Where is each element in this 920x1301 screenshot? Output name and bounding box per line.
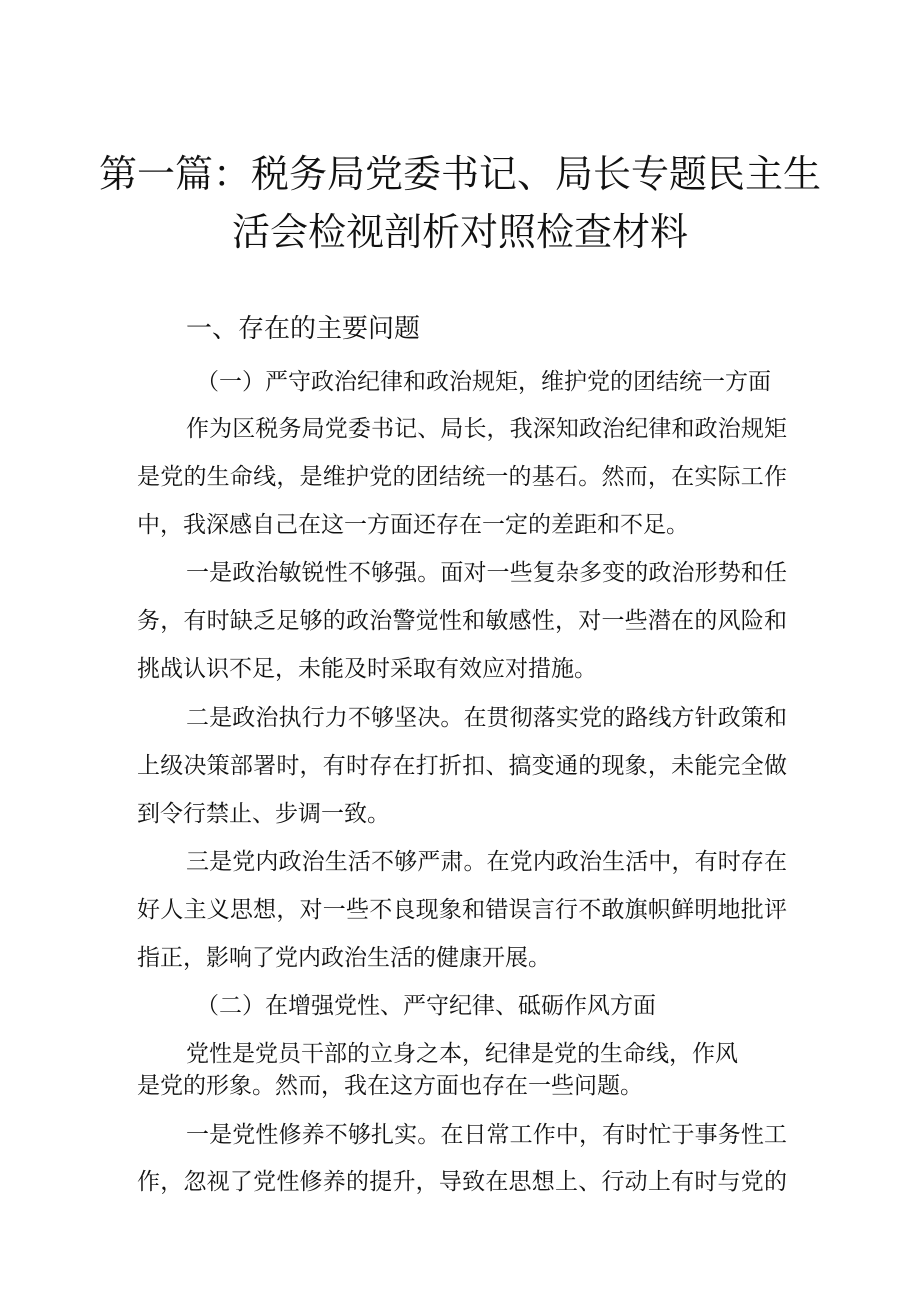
paragraph-line: 一是政治敏锐性不够强。面对一些复杂多变的政治形势和任 [186, 560, 787, 586]
subsection-heading-1: （一）严守政治纪律和政治规矩，维护党的团结统一方面 [196, 369, 771, 395]
document-title-line-2: 活会检视剖析对照检查材料 [231, 210, 688, 254]
paragraph-line: 中，我深感自己在这一方面还存在一定的差距和不足。 [137, 512, 689, 538]
paragraph-line: 三是党内政治生活不够严肃。在党内政治生活中，有时存在 [186, 849, 787, 875]
paragraph-line: 好人主义思想，对一些不良现象和错误言行不敢旗帜鲜明地批评 [137, 897, 787, 923]
section-heading: 一、存在的主要问题 [186, 314, 421, 344]
document-title-line-1: 第一篇：税务局党委书记、局长专题民主生 [98, 152, 821, 196]
paragraph-line: 到令行禁止、步调一致。 [137, 801, 390, 827]
paragraph-line: 上级决策部署时，有时存在打折扣、搞变通的现象，未能完全做 [137, 753, 787, 779]
paragraph-line: 二是政治执行力不够坚决。在贯彻落实党的路线方针政策和 [186, 705, 787, 731]
paragraph-line: 是党的生命线，是维护党的团结统一的基石。然而，在实际工作 [137, 464, 787, 490]
paragraph-line: 是党的形象。然而，我在这方面也存在一些问题。 [137, 1073, 643, 1099]
subsection-heading-2: （二）在增强党性、严守纪律、砥砺作风方面 [196, 993, 656, 1019]
paragraph-line: 务，有时缺乏足够的政治警觉性和敏感性，对一些潜在的风险和 [137, 608, 787, 634]
paragraph-line: 一是党性修养不够扎实。在日常工作中，有时忙于事务性工 [186, 1122, 787, 1148]
paragraph-line: 作，忽视了党性修养的提升，导致在思想上、行动上有时与党的 [137, 1169, 787, 1195]
paragraph-line: 挑战认识不足，未能及时采取有效应对措施。 [137, 656, 597, 682]
paragraph-line: 作为区税务局党委书记、局长，我深知政治纪律和政治规矩 [186, 416, 787, 442]
paragraph-line: 指正，影响了党内政治生活的健康开展。 [137, 945, 551, 971]
paragraph-line: 党性是党员干部的立身之本，纪律是党的生命线，作风 [186, 1041, 738, 1067]
